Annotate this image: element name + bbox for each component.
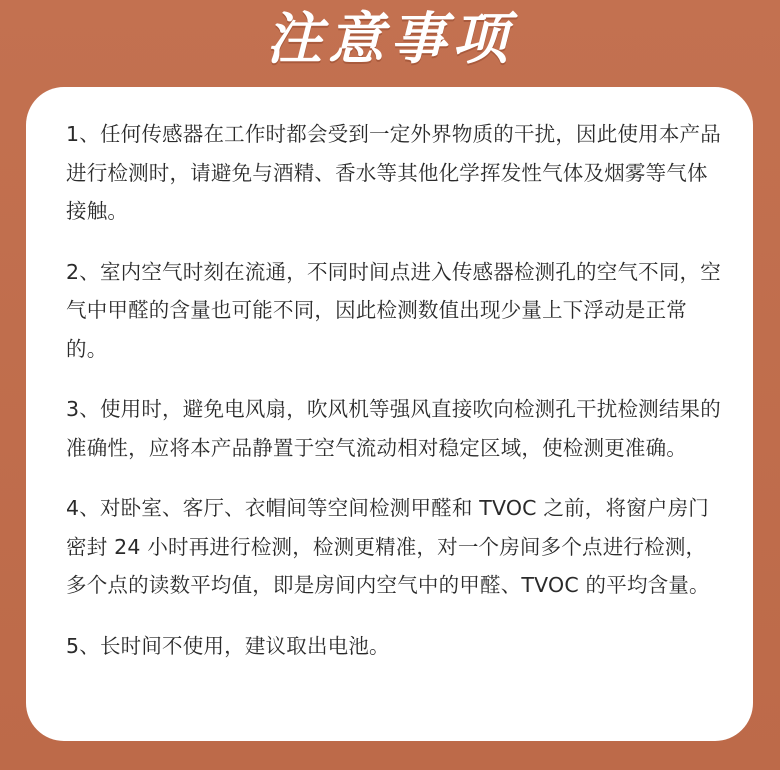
- page-title: 注意事项: [266, 7, 514, 72]
- notice-item-4: 4、对卧室、客厅、衣帽间等空间检测甲醛和 TVOC 之前，将窗户房门密封 24 小时再进行检测，检测更精准，对一个房间多个点进行检测，多个点的读数平均值，即是房间内空气中的甲醛、TVOC 的平均含量。: [66, 496, 710, 597]
- notice-card: [26, 87, 753, 741]
- notice-item-2: 2、室内空气时刻在流通，不同时间点进入传感器检测孔的空气不同，空气中甲醛的含量也可能不同，因此检测数值出现少量上下浮动是正常的。: [66, 259, 721, 361]
- notice-item-1: 1、任何传感器在工作时都会受到一定外界物质的干扰，因此使用本产品进行检测时，请避免与酒精、香水等其他化学挥发性气体及烟雾等气体接触。: [66, 122, 721, 223]
- notice-item-3: 3、使用时，避免电风扇，吹风机等强风直接吹向检测孔干扰检测结果的准确性，应将本产品静置于空气流动相对稳定区域，使检测更准确。: [66, 397, 721, 460]
- notice-item-5: 5、长时间不使用，建议取出电池。: [66, 633, 390, 658]
